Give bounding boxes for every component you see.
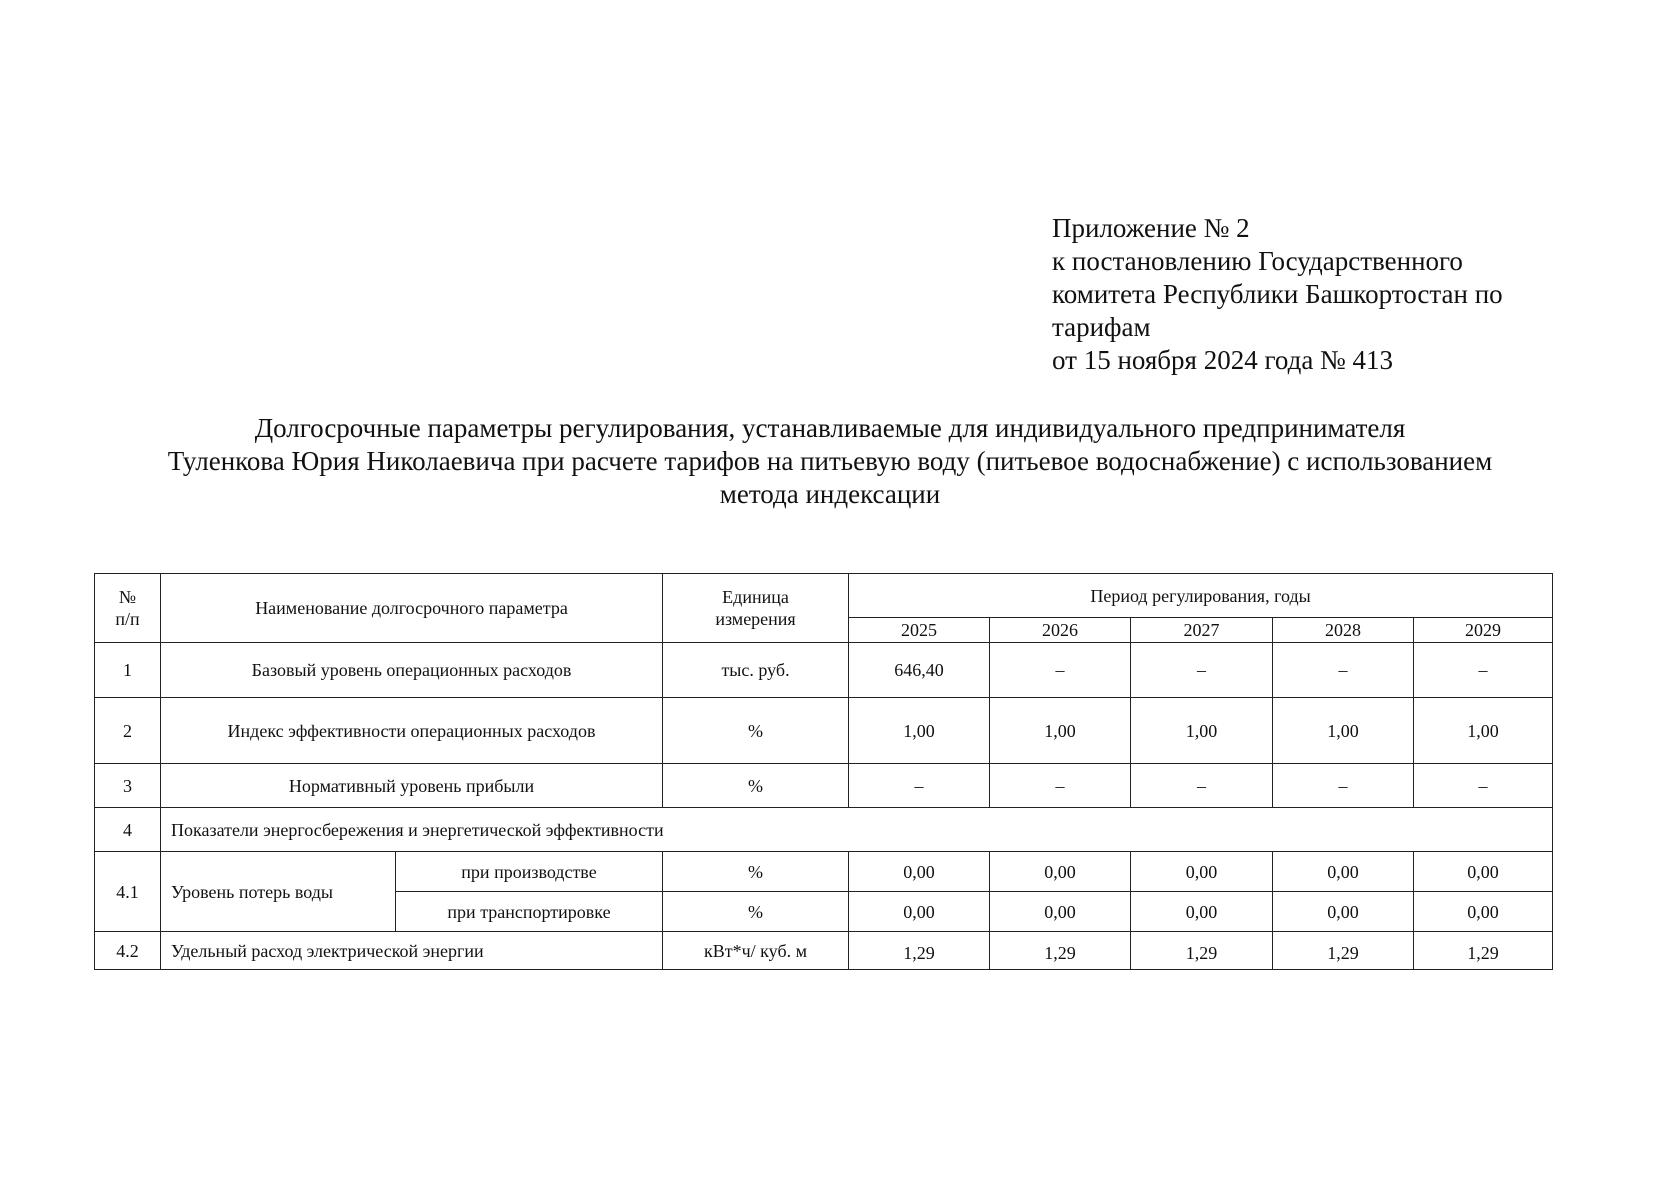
value-cell: 1,00	[1414, 698, 1553, 764]
year-cell: 2028	[1273, 618, 1414, 643]
value-cell: –	[1273, 764, 1414, 808]
header-num-line: №	[118, 587, 137, 607]
row-name-cell: Базовый уровень операционных расходов	[161, 643, 663, 698]
row-unit-cell: кВт*ч/ куб. м	[663, 932, 849, 970]
value-cell: 1,00	[1131, 698, 1273, 764]
year-cell: 2027	[1131, 618, 1273, 643]
row-unit-cell: %	[663, 892, 849, 932]
document-title	[100, 412, 1560, 511]
row-num-cell: 1	[95, 643, 161, 698]
header-unit-line: измерения	[715, 609, 796, 629]
row-num-cell: 2	[95, 698, 161, 764]
sub-name-cell: при производстве	[396, 852, 663, 892]
table-row	[95, 852, 1553, 892]
value-cell: 0,00	[849, 852, 990, 892]
header-name-cell: Наименование долгосрочного параметра	[161, 574, 663, 643]
row-unit-cell: %	[663, 764, 849, 808]
value-cell: 1,29	[1131, 932, 1273, 970]
value-cell: 1,00	[1273, 698, 1414, 764]
value-cell: 1,29	[1414, 932, 1553, 970]
sub-name-cell: при транспортировке	[396, 892, 663, 932]
appendix-block	[1052, 212, 1612, 377]
value-cell: 0,00	[1273, 852, 1414, 892]
row-num-cell: 4.1	[95, 852, 161, 932]
appendix-line: от 15 ноября 2024 года № 413	[1052, 345, 1394, 375]
value-cell: 646,40	[849, 643, 990, 698]
value-cell: 0,00	[1273, 892, 1414, 932]
appendix-line: к постановлению Государственного	[1052, 246, 1463, 276]
value-cell: –	[1414, 764, 1553, 808]
row-num-cell: 3	[95, 764, 161, 808]
row-name-cell: Уровень потерь воды	[161, 852, 396, 932]
value-cell: –	[1273, 643, 1414, 698]
section-name-cell: Показатели энергосбережения и энергетической эффективности	[161, 808, 1553, 852]
row-unit-cell: %	[663, 852, 849, 892]
value-cell: –	[990, 764, 1131, 808]
header-unit-cell	[663, 574, 849, 643]
value-cell: 1,29	[990, 932, 1131, 970]
value-cell: 1,00	[849, 698, 990, 764]
appendix-line: тарифам	[1052, 312, 1151, 342]
value-cell: –	[1131, 764, 1273, 808]
table-row	[95, 698, 1553, 764]
row-name-cell: Нормативный уровень прибыли	[161, 764, 663, 808]
value-cell: 1,00	[990, 698, 1131, 764]
value-cell: –	[990, 643, 1131, 698]
table-row	[95, 808, 1553, 852]
value-cell: 0,00	[990, 852, 1131, 892]
title-line: Долгосрочные параметры регулирования, устанавливаемые для индивидуального предпринимателя	[254, 413, 1406, 443]
appendix-line: Приложение № 2	[1052, 213, 1250, 243]
value-cell: –	[1414, 643, 1553, 698]
table-row	[95, 932, 1553, 970]
appendix-line: комитета Республики Башкортостан по	[1052, 279, 1503, 309]
row-unit-cell: %	[663, 698, 849, 764]
parameters-table	[94, 573, 1553, 970]
header-num-line: п/п	[115, 609, 140, 629]
header-unit-line: Единица	[722, 587, 789, 607]
value-cell: 0,00	[1131, 852, 1273, 892]
value-cell: –	[1131, 643, 1273, 698]
header-num-cell	[95, 574, 161, 643]
header-period-cell: Период регулирования, годы	[849, 574, 1553, 618]
header-row	[95, 574, 1553, 618]
value-cell: 0,00	[1414, 892, 1553, 932]
row-name-cell: Удельный расход электрической энергии	[161, 932, 663, 970]
value-cell: 0,00	[1131, 892, 1273, 932]
title-line: метода индексации	[719, 479, 941, 509]
value-cell: 1,29	[849, 932, 990, 970]
value-cell: 1,29	[1273, 932, 1414, 970]
row-num-cell: 4	[95, 808, 161, 852]
value-cell: 0,00	[849, 892, 990, 932]
row-num-cell: 4.2	[95, 932, 161, 970]
row-unit-cell: тыс. руб.	[663, 643, 849, 698]
year-cell: 2025	[849, 618, 990, 643]
value-cell: 0,00	[1414, 852, 1553, 892]
row-name-cell: Индекс эффективности операционных расходов	[161, 698, 663, 764]
value-cell: –	[849, 764, 990, 808]
title-line: Туленкова Юрия Николаевича при расчете тарифов на питьевую воду (питьевое водоснабжение) с использованием	[167, 446, 1493, 476]
year-cell: 2026	[990, 618, 1131, 643]
year-cell: 2029	[1414, 618, 1553, 643]
value-cell: 0,00	[990, 892, 1131, 932]
table-row	[95, 764, 1553, 808]
table-row	[95, 643, 1553, 698]
